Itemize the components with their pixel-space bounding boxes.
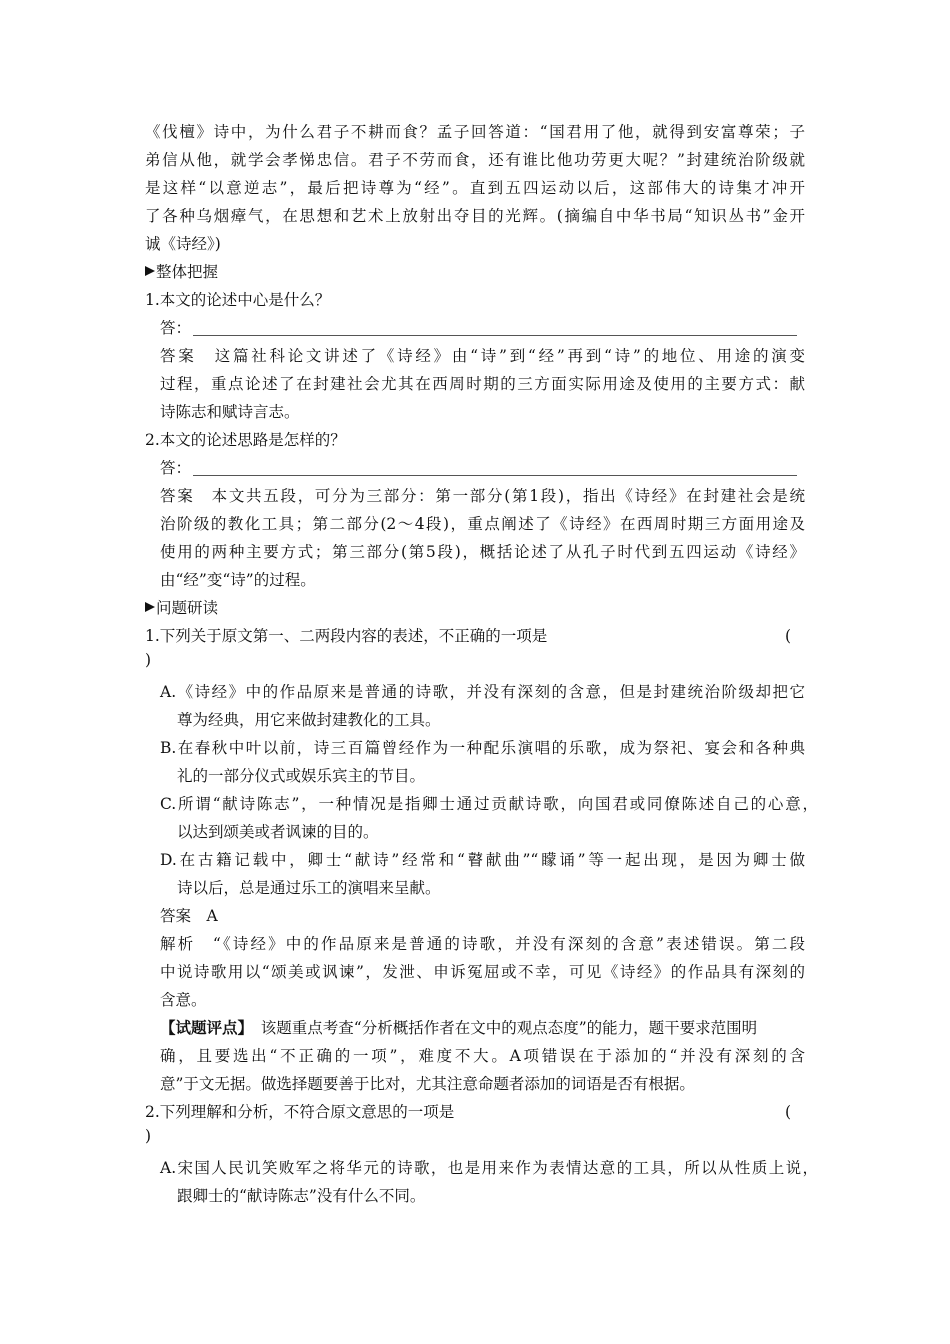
answer-blank-line[interactable] — [193, 317, 797, 336]
answer-prompt: 答： — [160, 459, 192, 477]
mcq-1-option-a-line-1[interactable]: A.《诗经》中的作品原来是普通的诗歌，并没有深刻的含意，但是封建统治阶级却把它 — [160, 683, 805, 701]
mcq-1-option-c-line-2: 以达到颂美或者讽谏的目的。 — [177, 823, 379, 841]
triangle-bullet-icon — [145, 602, 155, 612]
comment-label: 【试题评点】 — [160, 1018, 246, 1037]
mcq-1-analysis-line-1: 解析 “《诗经》中的作品原来是普通的诗歌，并没有深刻的含意”表述错误。第二段 — [160, 935, 805, 953]
mcq-1-comment-line-2: 确，且要选出“不正确的一项”，难度不大。A项错误在于添加的“并没有深刻的含 — [160, 1047, 805, 1065]
mcq-1-paren-open: ( — [785, 627, 792, 645]
mcq-1-analysis-line-2: 中说诗歌用以“颂美或讽谏”，发泄、申诉冤屈或不幸，可见《诗经》的作品具有深刻的 — [160, 963, 805, 981]
answer-blank-line[interactable] — [193, 457, 797, 476]
section-heading-overall — [145, 258, 218, 286]
question-2-text: 2.本文的论述思路是怎样的？ — [145, 431, 346, 449]
triangle-bullet-icon — [145, 266, 155, 276]
intro-line-4: 了各种乌烟瘴气，在思想和艺术上放射出夺目的光辉。(摘编自中华书局“知识丛书”金开 — [145, 207, 805, 225]
comment-text: 该题重点考查“分析概括作者在文中的观点态度”的能力，题干要求范围明 — [245, 1019, 758, 1037]
mcq-1-option-c-line-1[interactable]: C.所谓“献诗陈志”，一种情况是指卿士通过贡献诗歌，向国君或同僚陈述自己的心意， — [160, 795, 818, 813]
mcq-1-answer: 答案 A — [160, 907, 218, 925]
answer-1-line-2: 过程，重点论述了在封建社会尤其在西周时期的三方面实际用途及使用的主要方式：献 — [160, 375, 805, 393]
intro-line-1: 《伐檀》诗中，为什么君子不耕而食？孟子回答道：“国君用了他，就得到安富尊荣；子 — [145, 123, 805, 141]
answer-2-line-4: 由“经”变“诗”的过程。 — [160, 571, 316, 589]
answer-1-field[interactable] — [160, 314, 797, 342]
answer-2-line-2: 治阶级的教化工具；第二部分(2～4段)，重点阐述了《诗经》在西周时期三方面用途及 — [160, 515, 805, 533]
mcq-1-option-a-line-2: 尊为经典，用它来做封建教化的工具。 — [177, 711, 441, 729]
mcq-2-option-a-line-2: 跟卿士的“献诗陈志”没有什么不同。 — [177, 1187, 426, 1205]
answer-2-line-3: 使用的两种主要方式；第三部分(第5段)，概括论述了从孔子时代到五四运动《诗经》 — [160, 543, 805, 561]
mcq-2-paren-close: ) — [145, 1127, 152, 1145]
section-heading-study — [145, 594, 218, 622]
answer-2-line-1: 答案 本文共五段，可分为三部分：第一部分(第1段)，指出《诗经》在封建社会是统 — [160, 487, 805, 505]
mcq-1-option-d-line-2: 诗以后，总是通过乐工的演唱来呈献。 — [177, 879, 441, 897]
mcq-1-option-b-line-1[interactable]: B.在春秋中叶以前，诗三百篇曾经作为一种配乐演唱的乐歌，成为祭祀、宴会和各种典 — [160, 739, 805, 757]
mcq-1-option-b-line-2: 礼的一部分仪式或娱乐宾主的节目。 — [177, 767, 426, 785]
intro-line-3: 是这样“以意逆志”，最后把诗尊为“经”。直到五四运动以后，这部伟大的诗集才冲开 — [145, 179, 805, 197]
mcq-1-paren-close: ) — [145, 651, 152, 669]
mcq-2-paren-open: ( — [785, 1103, 792, 1121]
section-heading-label: 整体把握 — [156, 263, 219, 281]
section-heading-label: 问题研读 — [156, 599, 219, 617]
mcq-1-stem: 1.下列关于原文第一、二两段内容的表述，不正确的一项是 — [145, 627, 548, 645]
mcq-2-stem: 2.下列理解和分析，不符合原文意思的一项是 — [145, 1103, 455, 1121]
intro-line-2: 弟信从他，就学会孝悌忠信。君子不劳而食，还有谁比他功劳更大呢？”封建统治阶级就 — [145, 151, 805, 169]
answer-1-line-1: 答案 这篇社科论文讲述了《诗经》由“诗”到“经”再到“诗”的地位、用途的演变 — [160, 347, 805, 365]
intro-line-5: 诚《诗经》) — [145, 235, 221, 253]
answer-2-field[interactable] — [160, 454, 797, 482]
mcq-1-comment-line-3: 意”于文无据。做选择题要善于比对，尤其注意命题者添加的词语是否有根据。 — [160, 1075, 695, 1093]
answer-prompt: 答： — [160, 319, 192, 337]
mcq-1-option-d-line-1[interactable]: D.在古籍记载中，卿士“献诗”经常和“瞽献曲”“矇诵”等一起出现，是因为卿士做 — [160, 851, 805, 869]
question-1-text: 1.本文的论述中心是什么？ — [145, 291, 331, 309]
mcq-2-option-a-line-1[interactable]: A.宋国人民讥笑败军之将华元的诗歌，也是用来作为表情达意的工具，所以从性质上说， — [160, 1159, 818, 1177]
mcq-1-analysis-line-3: 含意。 — [160, 991, 207, 1009]
mcq-1-comment-line-1 — [160, 1014, 805, 1042]
answer-1-line-3: 诗陈志和赋诗言志。 — [160, 403, 300, 421]
